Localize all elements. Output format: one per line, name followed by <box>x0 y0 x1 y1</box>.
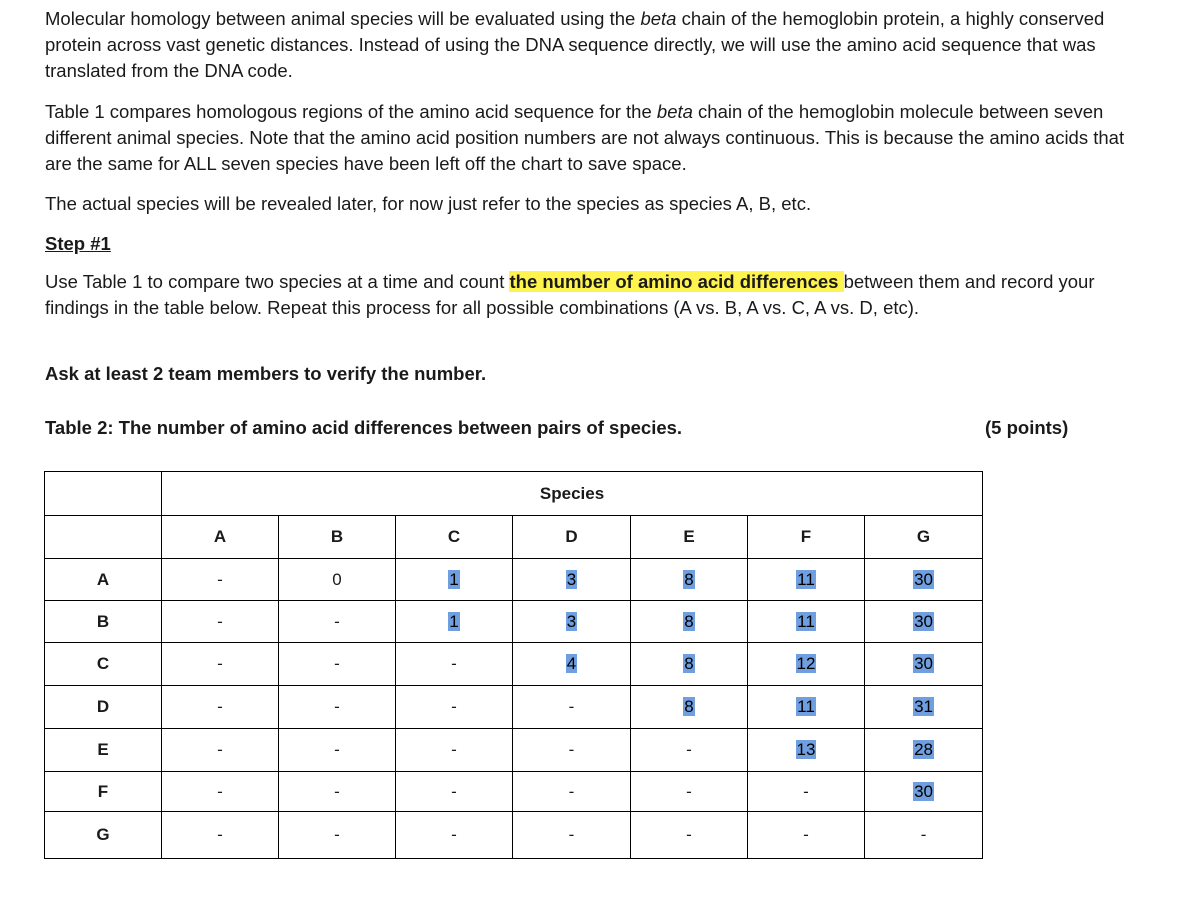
points-label: (5 points) <box>985 417 1069 438</box>
table-row-e <box>45 729 983 772</box>
cell-value: - <box>451 781 457 801</box>
p1-text-b: chain of the hemoglobin protein, a highly conserved protein across vast genetic distances. Instead of using the DNA sequence directly, we will use the amino acid sequence that was translated from the DNA code. <box>45 8 1105 81</box>
cell-e-e[interactable] <box>631 729 748 772</box>
cell-a-a[interactable] <box>162 559 279 601</box>
cell-value: 3 <box>566 611 577 631</box>
cell-value: 4 <box>566 654 577 673</box>
cell-value: - <box>686 781 692 801</box>
cell-f-e[interactable] <box>631 772 748 812</box>
cell-value: - <box>334 781 340 801</box>
cell-value: - <box>217 825 223 844</box>
cell-value: - <box>217 697 223 716</box>
row-label-b: B <box>45 601 162 643</box>
cell-c-a[interactable] <box>162 643 279 686</box>
column-header-a: A <box>162 516 279 559</box>
cell-value: - <box>803 825 809 844</box>
cell-g-e[interactable] <box>631 812 748 859</box>
table-group-header-row <box>45 472 983 516</box>
cell-value: - <box>334 740 340 759</box>
cell-c-c[interactable] <box>396 643 513 686</box>
cell-b-g[interactable] <box>865 601 983 643</box>
column-header-row <box>45 516 983 559</box>
verify-note: Ask at least 2 team members to verify the number. <box>45 363 487 384</box>
cell-value: 30 <box>914 654 933 673</box>
column-header-d: D <box>513 516 631 559</box>
p2-text-a: Table 1 compares homologous regions of the amino acid sequence for the <box>45 101 657 122</box>
cell-value: 31 <box>914 697 933 716</box>
cell-g-f[interactable] <box>748 812 865 859</box>
cell-value: 30 <box>914 611 933 631</box>
cell-value: - <box>217 654 223 673</box>
row-label-c: C <box>45 643 162 686</box>
cell-b-f[interactable] <box>748 601 865 643</box>
cell-e-b[interactable] <box>279 729 396 772</box>
column-header-c: C <box>396 516 513 559</box>
table-caption: Table 2: The number of amino acid differences between pairs of species. <box>45 417 683 438</box>
cell-value: 11 <box>797 569 815 589</box>
cell-g-b[interactable] <box>279 812 396 859</box>
cell-value: - <box>451 697 457 716</box>
cell-value: 0 <box>332 569 342 589</box>
column-header-e: E <box>631 516 748 559</box>
cell-value: - <box>334 611 340 631</box>
cell-value: - <box>686 825 692 844</box>
intro-paragraph-3: The actual species will be revealed later, for now just refer to the species as species A, B, etc. <box>45 193 812 214</box>
cell-d-g[interactable] <box>865 686 983 729</box>
cell-value: 13 <box>796 740 816 759</box>
table-row-c <box>45 643 983 686</box>
cell-d-a[interactable] <box>162 686 279 729</box>
cell-a-d[interactable] <box>513 559 631 601</box>
cell-value: - <box>217 781 223 801</box>
column-header-g: G <box>865 516 983 559</box>
cell-f-d[interactable] <box>513 772 631 812</box>
cell-g-c[interactable] <box>396 812 513 859</box>
cell-a-c[interactable] <box>396 559 513 601</box>
cell-value: 12 <box>796 654 816 673</box>
cell-f-f[interactable] <box>748 772 865 812</box>
cell-e-a[interactable] <box>162 729 279 772</box>
row-label-header <box>45 516 162 559</box>
p2-text-b: chain of the hemoglobin molecule between seven different animal species. Note that the amino acid position numbers are not always continuous. This is because the amino acids that are the same for ALL seven species have been left off the chart to save space. <box>45 101 1125 174</box>
cell-value: - <box>334 654 340 673</box>
cell-g-d[interactable] <box>513 812 631 859</box>
cell-value: - <box>568 740 575 759</box>
cell-e-g[interactable] <box>865 729 983 772</box>
instructions-paragraph <box>45 269 1125 321</box>
cell-value: 3 <box>566 569 577 589</box>
cell-f-g[interactable] <box>865 772 983 812</box>
cell-c-e[interactable] <box>631 643 748 686</box>
intro-paragraph-2 <box>45 99 1125 177</box>
cell-value: - <box>568 697 575 716</box>
table-row-a <box>45 559 983 601</box>
column-header-f: F <box>748 516 865 559</box>
row-label-f: F <box>45 772 162 812</box>
cell-c-d[interactable] <box>513 643 631 686</box>
table-row-f <box>45 772 983 812</box>
differences-table <box>44 471 983 859</box>
cell-b-b[interactable] <box>279 601 396 643</box>
row-label-g: G <box>45 812 162 859</box>
cell-value: - <box>217 611 223 631</box>
highlighted-phrase: the number of amino acid differences <box>509 271 844 292</box>
cell-value: - <box>451 654 457 673</box>
column-header-b: B <box>279 516 396 559</box>
cell-f-a[interactable] <box>162 772 279 812</box>
cell-value: - <box>803 781 809 801</box>
table-row-b <box>45 601 983 643</box>
cell-value: 11 <box>797 611 815 631</box>
cell-value: - <box>334 697 340 716</box>
cell-value: - <box>920 825 927 844</box>
cell-d-d[interactable] <box>513 686 631 729</box>
cell-value: - <box>686 740 692 759</box>
cell-a-g[interactable] <box>865 559 983 601</box>
cell-value: - <box>568 781 575 801</box>
cell-value: 30 <box>914 569 933 589</box>
cell-value: - <box>217 740 223 759</box>
cell-value: - <box>451 740 457 759</box>
p4-text-a: Use Table 1 to compare two species at a time and count <box>45 271 510 292</box>
row-label-d: D <box>45 686 162 729</box>
cell-a-f[interactable] <box>748 559 865 601</box>
cell-g-a[interactable] <box>162 812 279 859</box>
corner-cell <box>45 472 162 516</box>
cell-value: 8 <box>684 697 694 716</box>
cell-c-b[interactable] <box>279 643 396 686</box>
cell-value: - <box>568 825 575 844</box>
species-header: Species <box>162 472 983 516</box>
p1-emphasis: beta <box>640 8 677 29</box>
cell-value: 8 <box>684 611 694 631</box>
cell-e-d[interactable] <box>513 729 631 772</box>
cell-value: 11 <box>797 697 815 716</box>
table-row-g <box>45 812 983 859</box>
cell-f-c[interactable] <box>396 772 513 812</box>
cell-c-f[interactable] <box>748 643 865 686</box>
row-label-e: E <box>45 729 162 772</box>
cell-d-f[interactable] <box>748 686 865 729</box>
p1-text-a: Molecular homology between animal species will be evaluated using the <box>45 8 641 29</box>
table-row-d <box>45 686 983 729</box>
cell-b-d[interactable] <box>513 601 631 643</box>
cell-g-g[interactable] <box>865 812 983 859</box>
intro-paragraph-1 <box>45 6 1125 84</box>
cell-d-c[interactable] <box>396 686 513 729</box>
cell-b-a[interactable] <box>162 601 279 643</box>
cell-d-b[interactable] <box>279 686 396 729</box>
cell-b-e[interactable] <box>631 601 748 643</box>
cell-value: 8 <box>684 569 694 589</box>
cell-value: 30 <box>914 781 933 801</box>
cell-a-b[interactable] <box>279 559 396 601</box>
cell-e-f[interactable] <box>748 729 865 772</box>
cell-c-g[interactable] <box>865 643 983 686</box>
cell-b-c[interactable] <box>396 601 513 643</box>
cell-value: 1 <box>449 569 459 589</box>
cell-value: - <box>451 825 457 844</box>
cell-d-e[interactable] <box>631 686 748 729</box>
cell-value: - <box>334 825 340 844</box>
cell-value: 1 <box>449 611 459 631</box>
cell-value: 28 <box>914 740 933 759</box>
step-heading: Step #1 <box>45 233 111 254</box>
cell-value: - <box>217 569 223 589</box>
cell-e-c[interactable] <box>396 729 513 772</box>
p4-text-b: between them and record your findings in the table below. Repeat this process for all possible combinations (A vs. B, A vs. C, A vs. D, etc). <box>45 271 1095 318</box>
row-label-a: A <box>45 559 162 601</box>
p2-emphasis: beta <box>656 101 693 122</box>
cell-value: 8 <box>684 654 694 673</box>
cell-f-b[interactable] <box>279 772 396 812</box>
cell-a-e[interactable] <box>631 559 748 601</box>
